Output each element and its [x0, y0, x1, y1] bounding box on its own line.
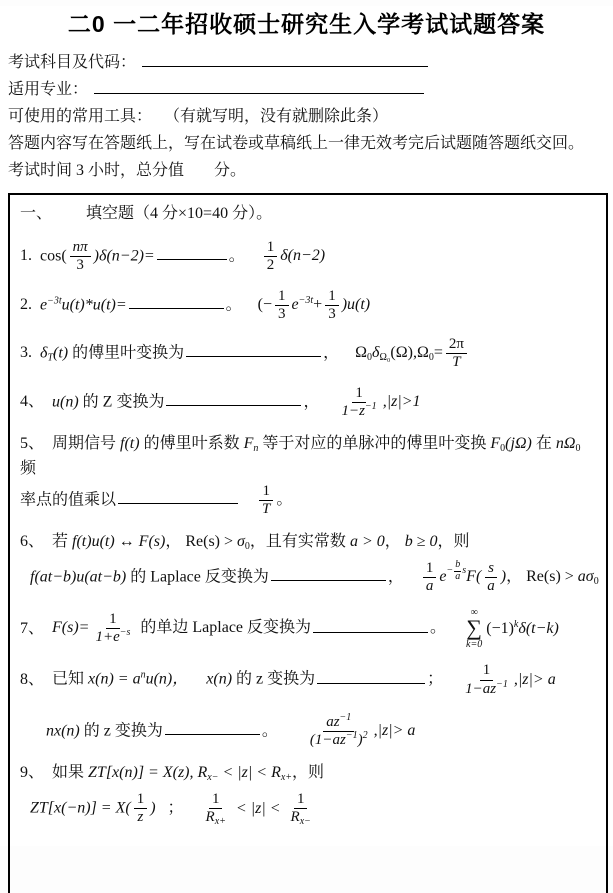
question-5 — [20, 432, 600, 519]
fraction — [454, 560, 461, 582]
question-6-answer — [420, 559, 599, 595]
question-text: ， — [384, 533, 405, 551]
math-token: σ — [237, 533, 245, 551]
frac-denominator — [338, 400, 379, 420]
frac-numerator: 1 — [423, 560, 437, 578]
question-text: 的 Z 变换为 — [78, 392, 165, 410]
subscript: x+ — [280, 772, 293, 784]
superscript: n — [140, 669, 146, 681]
math-token: ， — [323, 344, 340, 362]
question-number: 7、 — [20, 619, 45, 637]
math-token: ， Re(s) > — [506, 568, 578, 586]
subscript: 0 — [575, 443, 581, 454]
math-token: ,|z|> a — [513, 670, 556, 688]
math-token: s — [462, 565, 467, 577]
superscript: −s — [119, 627, 131, 639]
math-token: 。 — [225, 295, 242, 313]
math-token: R — [290, 809, 300, 826]
question-text: ，则 — [292, 764, 325, 782]
question-2 — [20, 287, 600, 325]
frac-numerator: 1 — [352, 385, 366, 403]
math-token: − — [446, 565, 454, 577]
question-8-line2 — [46, 713, 600, 751]
math-token: F( — [466, 568, 482, 586]
frac-denominator: T — [262, 500, 271, 517]
question-number: 2. — [20, 295, 32, 313]
frac-denominator: z — [137, 809, 144, 826]
frac-numerator: 1 — [106, 611, 120, 629]
complex-exponent — [447, 560, 467, 582]
math-token: (1−az — [309, 732, 346, 749]
subject-label: 考试科目及代码： — [8, 54, 137, 71]
math-token: (Ω),Ω — [390, 344, 429, 362]
answer-blank — [186, 343, 321, 358]
question-number: 5、 — [20, 435, 45, 452]
question-6-line2 — [30, 559, 600, 597]
fraction — [275, 288, 289, 324]
superscript: 2 — [362, 730, 368, 742]
question-4-answer — [335, 384, 421, 419]
subscript: Ω₀ — [379, 352, 391, 364]
frac-numerator: 1 — [134, 791, 148, 809]
math-token: δ(n−2) — [280, 247, 326, 265]
frac-numerator: 1 — [264, 239, 278, 257]
math-token: 1−z — [341, 402, 365, 419]
question-number: 8、 — [20, 670, 45, 688]
math-token: ) — [150, 799, 156, 817]
question-number: 3. — [20, 344, 32, 362]
math-token: cos( — [40, 247, 67, 265]
fraction — [338, 385, 379, 421]
question-text: 的傅里叶变换为 — [68, 344, 185, 362]
math-token: nΩ — [555, 435, 576, 452]
fraction — [307, 711, 371, 750]
fraction — [446, 336, 467, 372]
fraction — [264, 239, 278, 275]
frac-denominator: a — [487, 578, 495, 595]
math-token: ZT[x(n)] = X(z), R — [88, 764, 208, 782]
math-token: 1−az — [465, 680, 497, 697]
exam-header — [8, 49, 607, 184]
math-token: (−1) — [486, 619, 514, 637]
math-token: a > 0 — [349, 533, 385, 551]
subject-line — [8, 49, 607, 76]
fraction — [423, 560, 437, 596]
frac-numerator: 1 — [259, 483, 273, 501]
question-number: 9、 — [20, 764, 45, 782]
fraction — [462, 662, 511, 698]
math-token: ， — [387, 568, 404, 586]
question-text: 周期信号 — [52, 435, 121, 452]
question-text: 的 Laplace 反变换为 — [126, 568, 269, 586]
tools-label: 可使用的常用工具： — [8, 108, 153, 125]
math-token: e — [439, 568, 447, 586]
superscript: −1 — [345, 730, 358, 742]
exam-answer-sheet — [0, 6, 613, 846]
frac-denominator: a — [425, 578, 434, 595]
math-token: f(t)u(t) ↔ F(s) — [72, 533, 166, 551]
subscript: n — [253, 443, 259, 454]
answer-blank — [165, 721, 260, 736]
math-token: b ≥ 0 — [404, 533, 438, 551]
math-token: u(n)， — [145, 670, 189, 688]
superscript: −1 — [339, 711, 352, 723]
math-token: 。 — [261, 722, 278, 740]
frac-denominator: 3 — [278, 305, 286, 322]
math-token: u(t)*u(t)= — [61, 295, 127, 313]
math-token: nx(n) — [46, 722, 80, 740]
question-3 — [20, 335, 600, 373]
math-token: x(n) — [206, 670, 233, 688]
frac-denominator — [462, 678, 511, 698]
question-number: 1. — [20, 247, 32, 265]
math-token: R — [205, 809, 215, 826]
answer-blank — [118, 489, 238, 504]
math-token: δ — [372, 344, 380, 362]
math-token: u(n) — [52, 392, 79, 410]
superscript: −3t — [298, 294, 314, 306]
math-token: 1+e — [95, 629, 120, 646]
frac-denominator: 3 — [328, 305, 336, 322]
sigma-icon: ∑ — [466, 615, 482, 641]
tools-note: （有就写明，没有就删除此条） — [164, 108, 389, 125]
math-token: x(n) = a — [88, 670, 141, 688]
question-text: 在 — [531, 435, 556, 452]
frac-denominator: a — [455, 570, 461, 582]
math-token: f(at−b)u(at−b) — [30, 568, 127, 586]
superscript: −1 — [364, 400, 377, 412]
frac-denominator: 2 — [266, 257, 275, 274]
question-text: 若 — [52, 533, 73, 551]
superscript: k — [513, 618, 519, 630]
sum-upper-limit: ∞ — [470, 607, 478, 619]
frac-denominator: 3 — [76, 257, 84, 274]
time-suffix: 分。 — [214, 162, 247, 179]
math-token: ,|z|>1 — [382, 392, 421, 410]
math-token: 。 — [228, 247, 245, 265]
frac-numerator: 1 — [325, 288, 339, 306]
frac-numerator: nπ — [70, 239, 91, 257]
fraction — [203, 791, 229, 827]
subscript: 0 — [593, 576, 599, 588]
question-9-answer — [200, 791, 317, 828]
math-token: 。 — [430, 619, 447, 637]
frac-numerator: 1 — [209, 791, 223, 809]
answer-blank — [317, 669, 425, 684]
math-token: ) — [500, 568, 507, 586]
math-token: (jΩ) — [505, 435, 532, 452]
math-token: az — [326, 713, 340, 730]
question-9 — [20, 761, 600, 786]
math-token: )u(t) — [341, 295, 371, 313]
question-number: 6、 — [20, 533, 45, 551]
math-token: e — [40, 295, 48, 313]
answer-blank — [313, 618, 428, 633]
math-token: aσ — [577, 568, 594, 586]
fraction — [259, 483, 273, 519]
answer-blank — [166, 391, 301, 406]
frac-denominator — [307, 732, 371, 749]
math-token: < |z| < R — [218, 764, 281, 782]
subscript: 0 — [244, 541, 250, 553]
question-2-answer — [257, 287, 371, 322]
answer-note: 答题内容写在答题纸上，写在试卷或草稿纸上一律无效考完后试题随答题纸交回。 — [8, 135, 585, 152]
fraction — [134, 791, 148, 827]
time-line — [8, 157, 607, 184]
math-token: + — [313, 295, 323, 313]
answer-blank — [129, 294, 224, 309]
subscript: x− — [207, 772, 219, 784]
time-prefix: 考试时间 3 小时，总分值 — [8, 162, 185, 179]
sum-lower-limit: k=0 — [466, 639, 483, 651]
math-token: ,|z|> a — [373, 722, 416, 740]
question-text: 已知 — [52, 670, 89, 688]
math-token: ， — [303, 392, 320, 410]
math-token: F — [490, 435, 501, 452]
frac-numerator: s — [485, 560, 497, 578]
frac-numerator: b — [455, 559, 461, 571]
question-8 — [20, 661, 600, 699]
math-token: ZT[x(−n)] = X( — [30, 799, 131, 817]
frac-denominator — [203, 809, 229, 826]
math-token: F — [243, 435, 254, 452]
major-line — [8, 76, 607, 103]
question-4 — [20, 384, 600, 422]
math-token: )δ(n−2)= — [93, 247, 155, 265]
question-6 — [20, 530, 600, 555]
math-token: ； — [427, 670, 444, 688]
frac-denominator — [92, 629, 133, 646]
question-text: 如果 — [52, 764, 89, 782]
question-8-answer-1 — [459, 662, 556, 697]
summation — [466, 607, 482, 650]
math-token: (− — [257, 295, 273, 313]
question-text: 等于对应的单脉冲的傅里叶变换 — [258, 435, 491, 452]
subject-blank — [142, 52, 428, 67]
major-blank — [94, 79, 424, 94]
math-token: (t) — [53, 344, 69, 362]
question-9-line2 — [30, 790, 600, 828]
math-token: ； — [167, 799, 184, 817]
question-text: ，且有实常数 — [249, 533, 350, 551]
math-token: δ — [40, 344, 48, 362]
subscript: 0 — [367, 352, 373, 364]
math-token: 。 — [276, 491, 293, 509]
tools-line — [8, 103, 607, 130]
math-token: ) — [357, 732, 363, 749]
fraction — [70, 239, 91, 275]
question-3-answer — [355, 336, 470, 371]
question-text: 的傅里叶系数 — [139, 435, 244, 452]
question-1 — [20, 238, 600, 276]
superscript: −1 — [496, 678, 508, 690]
math-token: δ(t−k) — [518, 619, 559, 637]
fraction — [288, 791, 314, 827]
question-text: 的单边 Laplace 反变换为 — [136, 619, 312, 637]
question-7-answer — [462, 607, 559, 651]
question-number: 4、 — [20, 392, 45, 410]
question-8-answer-2 — [304, 711, 416, 749]
math-token: f(t) — [120, 435, 140, 452]
question-5-answer — [256, 482, 293, 517]
frac-numerator: 1 — [480, 662, 494, 680]
section-number: 一、 — [20, 205, 53, 222]
subscript: T — [47, 352, 53, 364]
math-token: ， Re(s) > — [165, 533, 238, 551]
fraction — [325, 288, 339, 324]
frac-denominator: T — [452, 354, 461, 371]
section-title: 填空题（4 分×10=40 分）。 — [86, 205, 273, 222]
answer-blank — [157, 246, 227, 261]
math-token: < |z| < — [231, 799, 285, 817]
frac-numerator: 1 — [294, 791, 308, 809]
question-text: 率点的值乘以 — [20, 491, 117, 509]
math-token: F(s)= — [52, 619, 90, 637]
superscript: −3t — [47, 294, 62, 306]
subscript: 0 — [428, 352, 434, 364]
question-text: 的 z 变换为 — [79, 722, 163, 740]
frac-numerator: 1 — [275, 288, 289, 306]
question-text: 频 — [20, 459, 37, 477]
subscript: 0 — [500, 443, 506, 454]
frac-denominator — [288, 809, 314, 826]
math-token: e — [291, 295, 299, 313]
question-1-answer — [261, 239, 326, 274]
major-label: 适用专业： — [8, 81, 89, 98]
math-token: Ω — [355, 344, 368, 362]
fraction — [484, 560, 498, 596]
answer-blank — [271, 567, 386, 582]
math-token: = — [433, 344, 443, 362]
subscript: x+ — [214, 816, 226, 828]
page-title: 二0 一二年招收硕士研究生入学考试试题答案 — [67, 11, 546, 37]
subscript: x− — [299, 816, 311, 828]
questions-box — [8, 193, 608, 893]
section-heading — [20, 201, 600, 227]
fraction — [92, 611, 133, 647]
frac-numerator: 2π — [446, 336, 467, 354]
question-7 — [20, 607, 600, 650]
question-text: ，则 — [437, 533, 470, 551]
question-text: 的 z 变换为 — [232, 670, 316, 688]
